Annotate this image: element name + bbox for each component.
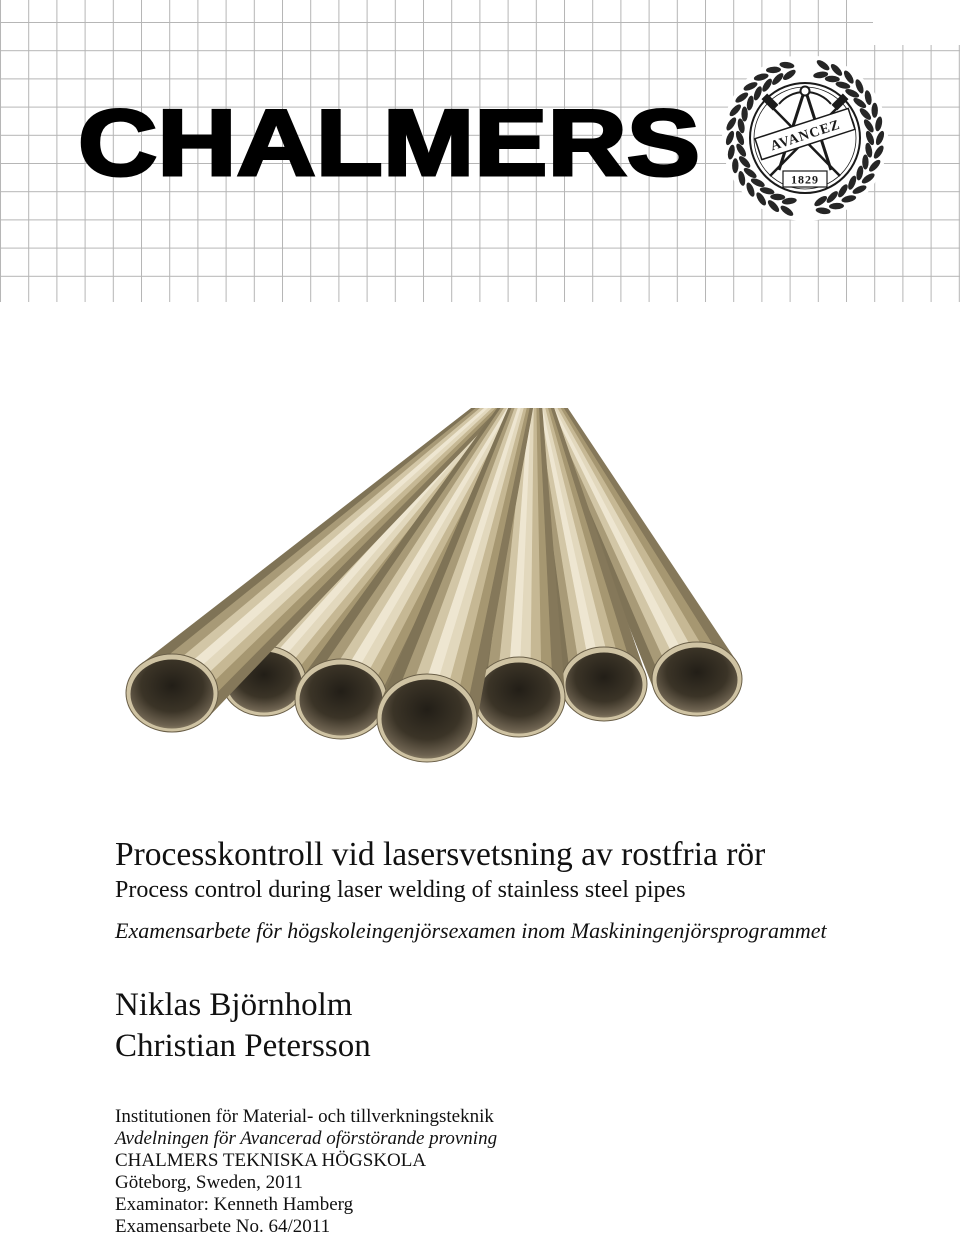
department-name: Institutionen för Material- och tillverkningsteknik (115, 1106, 494, 1127)
author-name: Niklas Björnholm (115, 987, 353, 1023)
pipe-opening (131, 660, 214, 729)
pipe-bundle (126, 388, 742, 762)
pipe-opening (478, 663, 561, 734)
pipe-opening (566, 653, 643, 718)
pipe-opening (300, 665, 383, 736)
examiner: Examinator: Kenneth Hamberg (115, 1194, 354, 1215)
report-number: Examensarbete No. 64/2011 (115, 1216, 331, 1237)
thesis-title-english: Process control during laser welding of stainless steel pipes (115, 877, 686, 903)
place-year: Göteborg, Sweden, 2011 (115, 1172, 303, 1193)
chalmers-wordmark: CHALMERS (78, 90, 700, 195)
pipe-opening (382, 680, 473, 759)
university-name: CHALMERS TEKNISKA HÖGSKOLA (115, 1150, 427, 1171)
seal-year: 1829 (791, 172, 819, 187)
division-name: Avdelningen för Avancerad oförstörande provning (115, 1128, 498, 1149)
degree-programme: Examensarbete för högskoleingenjörsexamen inom Maskiningenjörsprogrammet (115, 918, 827, 943)
thesis-title-swedish: Processkontroll vid lasersvetsning av rostfria rör (115, 836, 766, 873)
seal-motto: AVANCEZ (768, 117, 843, 155)
pipe-opening (657, 648, 738, 713)
affiliation-block (115, 1106, 497, 1238)
author-name: Christian Petersson (115, 1028, 371, 1064)
